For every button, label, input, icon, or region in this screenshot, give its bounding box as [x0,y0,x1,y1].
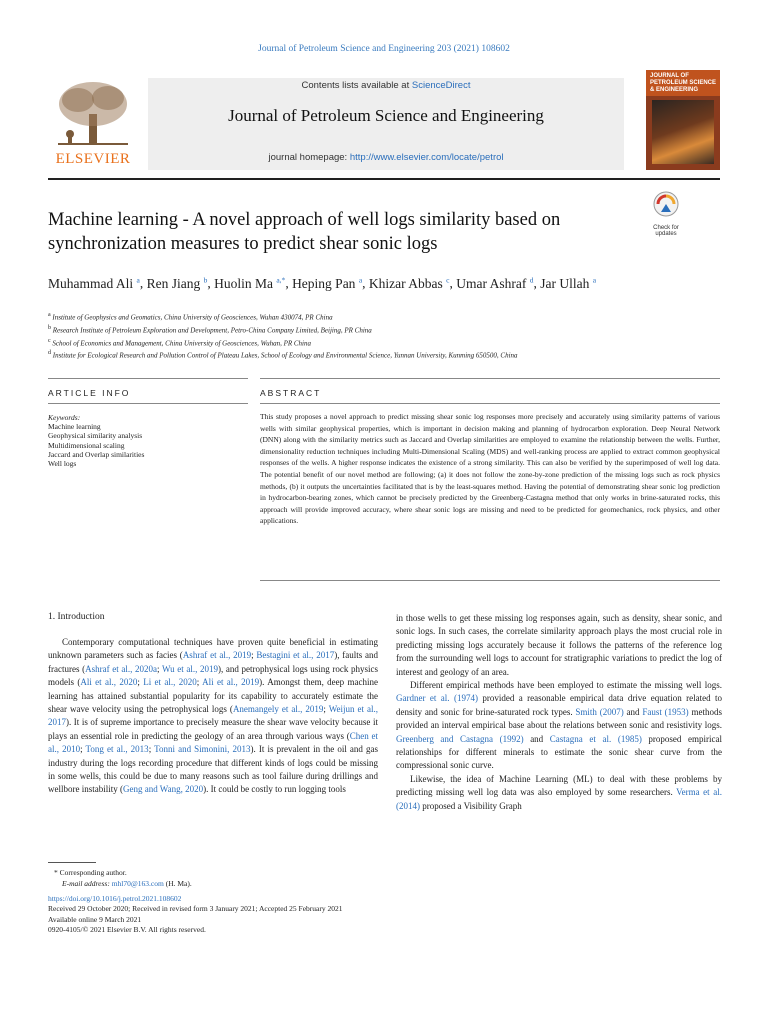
citation-link[interactable]: Verma et al. (2014) [396,787,722,811]
section-title: 1. Introduction [48,612,105,622]
body-column-left [48,636,378,797]
available-online: Available online 9 March 2021 [48,914,142,924]
citation-link[interactable]: Tong et al., 2013 [85,744,149,755]
journal-cover [646,70,720,170]
paragraph: in those wells to get these missing log responses again, such as density, shear sonic, and sonic logs. In such cases, the correlate similarity approach plays the most crucial role in predicting missing logs accurately because it follows the patterns of the reference log from the surrounding well logs to account for stratigraphic variations to predict the log of interest and geology of an area. [396,613,722,677]
email-line: E-mail address: mhl70@163.com (H. Ma). [62,879,192,888]
citation-link[interactable]: Faust (1953) [642,706,689,717]
info-mid-rule [48,403,248,404]
abstract-heading: ABSTRACT [260,388,322,398]
affiliation: $^c$ School of Economics and Management, China University of Geosciences, Wuhan, PR China [48,337,311,347]
author-list: Muhammad Ali $^a$, Ren Jiang $^b$, Huolin Ma $^{a,*}$, Heping Pan $^a$, Khizar Abbas $^c$, Umar Ashraf $^d$, Jar Ullah $^a$ [48,275,597,291]
paragraph: Likewise, the idea of Machine Learning (ML) to deal with these problems by predicting missing well log data was also employed by some researchers. Verma et al. (2014) proposed a Visibility Graph [396,773,722,811]
check-label-1: Check for [653,225,679,231]
citation-link[interactable]: Wu et al., 2019 [161,663,218,674]
homepage-link[interactable]: http://www.elsevier.com/locate/petrol [349,152,504,163]
affiliation: $^a$ Institute of Geophysics and Geomatics, China University of Geosciences, Wuhan 430074, PR China [48,312,333,322]
journal-banner [148,78,624,170]
keyword: Machine learning [48,422,101,432]
check-updates-icon [644,190,688,220]
body-column-right [396,612,722,813]
contents-line [148,80,624,91]
author: Umar Ashraf $^d$ [456,275,534,291]
cover-image [652,100,714,164]
affiliations [48,310,708,361]
keywords-label: Keywords: [48,413,81,422]
citation-link[interactable]: Chen et al., 2010 [48,730,378,755]
author: Heping Pan $^a$ [292,275,363,291]
article-info-heading: ARTICLE INFO [48,388,131,398]
tree-icon [48,78,138,150]
publisher-name: ELSEVIER [55,151,131,167]
check-label-2: updates [655,231,677,237]
contents-prefix: Contents lists available at [301,80,412,91]
homepage-line [148,152,624,163]
abstract-top-rule [260,378,720,379]
abstract-mid-rule [260,403,720,404]
citation-link[interactable]: Geng and Wang, 2020 [122,784,204,795]
citation-link[interactable]: Greenberg and Castagna (1992) [396,733,524,744]
citation-link[interactable]: Li et al., 2020 [143,677,197,688]
citation-link[interactable]: Gardner et al. (1974) [396,693,478,704]
journal-title: Journal of Petroleum Science and Engineering [228,106,544,125]
header-rule [48,178,720,180]
sciencedirect-link[interactable]: ScienceDirect [411,80,471,91]
running-head: Journal of Petroleum Science and Engineering 203 (2021) 108602 [258,44,510,54]
author: Huolin Ma $^{a,*}$ [214,275,286,291]
cover-text: JOURNAL OF PETROLEUM SCIENCE & ENGINEERING [650,73,717,93]
author: Jar Ullah $^a$ [540,275,597,291]
citation-link[interactable]: Ashraf et al., 2019 [182,650,252,661]
citation-link[interactable]: Ashraf et al., 2020a [85,663,157,674]
received-dates: Received 29 October 2020; Received in revised form 3 January 2021; Accepted 25 February 2021 [48,904,343,914]
author: Khizar Abbas $^c$ [368,275,450,291]
keyword: Geophysical similarity analysis [48,431,143,441]
publication-info [48,894,648,936]
author: Ren Jiang $^b$ [146,275,208,291]
citation-link[interactable]: Anemangely et al., 2019 [232,704,324,715]
keyword: Jaccard and Overlap similarities [48,449,145,459]
abstract-bottom-rule [260,580,720,581]
masthead [48,70,720,170]
paragraph: Contemporary computational techniques have proven quite beneficial in estimating unknown parameters such as facies (Ashraf et al., 2019; Bestagini et al., 2017), faults and fractures (Ashraf et al., 2020a; Wu et al., 2019), and petrophysical logs using rock physics models (Ali et al., 2020; Li et al., 2020; Ali et al., 2019). Amongst them, deep machine learning has attained substantial popularity for its capability to accurately estimate the shear wave velocity using the petrophysical logs (Anemangely et al., 2019; Weijun et al., 2017). It is of supreme importance to precisely measure the shear wave velocity because it plays an essential role in predicting the geology of an area through various ways (Chen et al., 2010; Tong et al., 2013; Tonni and Simonini, 2013). It is prevalent in the oil and gas industry during the logs recording procedure that different kinds of logs could be missing in some wells, this could be due to many reasons such as tool failure during drillings and wellbore instability (Geng and Wang, 2020). It could be costly to run logging tools [48,637,379,795]
affiliation: $^d$ Institute for Ecological Research and Pollution Control of Plateau Lakes, School of Ecology and Environmental Science, Yunnan University, Kunming 650500, China [48,350,518,360]
keyword: Well logs [48,459,77,469]
doi-link[interactable]: https://doi.org/10.1016/j.petrol.2021.108602 [48,894,182,903]
citation-link[interactable]: Smith (2007) [575,706,624,717]
article-title: Machine learning - A novel approach of well logs similarity based on synchronization measures to predict shear sonic logs [48,210,561,254]
footnote [48,867,448,889]
author: Muhammad Ali $^a$ [48,275,140,291]
citation-link[interactable]: Bestagini et al., 2017 [256,650,335,661]
paragraph: Different empirical methods have been employed to estimate the missing well logs. Gardner et al. (1974) provided a reasonable empirical data drive equation related to density and sonic for brine-saturated rock types. Smith (2007) and Faust (1953) methods provided an interval empirical base about the relations between sonic and resistivity logs. Greenberg and Castagna (1992) and Castagna et al. (1985) proposed empirical relationships for different minerals to estimate the sonic shear curve from the compressional sonic curve. [396,680,723,771]
check-for-updates-badge[interactable] [644,190,688,237]
citation-link[interactable]: Ali et al., 2019 [202,677,260,688]
homepage-prefix: journal homepage: [268,152,350,163]
affiliation: $^b$ Research Institute of Petroleum Exploration and Development, Petro-China Company Limited, Beijing, PR China [48,324,372,335]
email-link[interactable]: mhl70@163.com [111,879,164,888]
abstract-text: This study proposes a novel approach to predict missing shear sonic log responses more precisely and accurately using similarity patterns of various wells with similar geophysical properties, which is important in decision making and planning of hydrocarbon exploration. Deep Neural Network (DNN) along with the similarity metrics such as Jaccard and Overlap similarities are employed to examine the relationship between the wells. Further, dimensionality reduction techniques including Multi-Dimensional Scaling (MDS) and well-ranking process are applied to extract common geophysical responses of the wells. A higher response indicates the existence of a strong similarity. This can also be verified by the superimposed of well log data. The potential benefit of our novel method are following; (a) it does not follow the zone-by-zone prediction of the missing logs such as rock physics methods, (b) it outputs the uncertainties facilitated that is by the least-squares method. Having the potential of demonstrating shear sonic log prediction in hydrocarbon-bearing zones, which cannot be precisely predicted by the Greenberg-Castagna method that only works in brine-saturated rocks, this approach will provide improved accuracy, where shear sonic logs are missing and need to be predicted for geomechanics, rock physics, and other applications. [260,412,720,526]
citation-link[interactable]: Weijun et al., 2017 [48,704,379,728]
keywords-block [48,413,248,468]
citation-link[interactable]: Tonni and Simonini, 2013 [154,744,251,755]
corresponding-note: * Corresponding author. [54,868,127,877]
copyright: 0920-4105/© 2021 Elsevier B.V. All rights reserved. [48,925,206,935]
keyword: Multidimensional scaling [48,440,125,450]
citation-link[interactable]: Ali et al., 2020 [80,677,138,688]
footnote-rule [48,862,96,863]
info-top-rule [48,378,248,379]
elsevier-logo [48,78,138,170]
citation-link[interactable]: Castagna et al. (1985) [549,733,642,744]
